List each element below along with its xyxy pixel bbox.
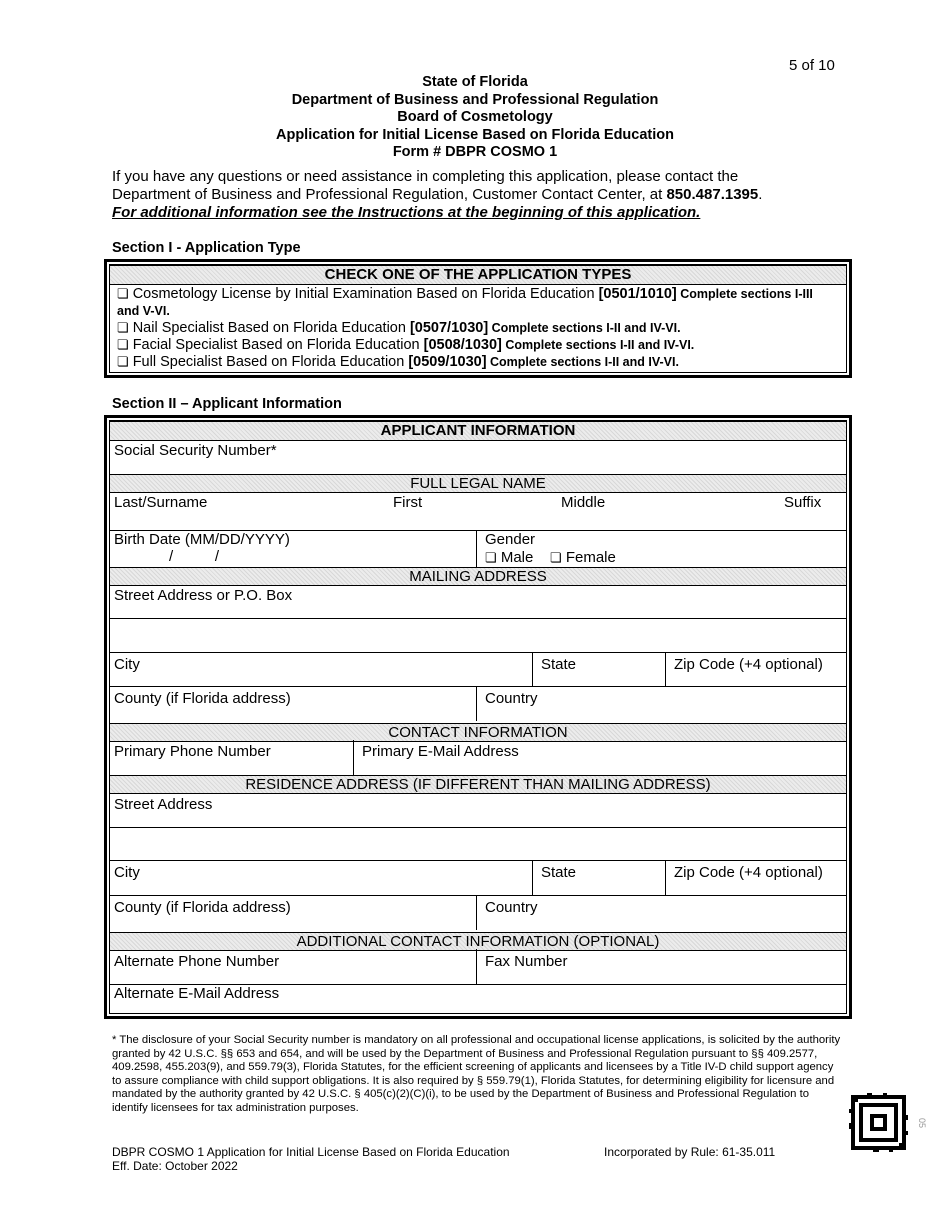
primary-phone-field[interactable] [110,741,353,775]
header-state: State of Florida [422,74,528,90]
middle-name-label: Middle [561,494,606,511]
intro-paragraph [112,168,812,222]
mailing-state-field[interactable] [533,653,665,686]
ssn-disclosure-footnote: * The disclosure of your Social Security number is mandatory on all professional and occupational license applications, is solicited by the authority granted by 42 U.S.C. §§ 653 and 654, and will be used by the Department of Business and Professional Regulation pursuant to §§ 409.2577, 409.2598, 455.203(9), and 559.79(3), Florida Statutes, for the efficient screening of applicants and licensees by a Title IV-D child support agency to assure compliance with child support obligations. It is also required by § 559.79(1), Florida Statutes, for determining eligibility for licensure and mandated by the authority granted by 42 U.S.C. § 405(c)(2)(C)(i), to be used by the Department of Business and Professional Regulation to identify licensees for tax administration purposes. [112,1034,841,1114]
checkbox-icon[interactable]: ❏ [485,550,497,565]
header-form-number: Form # DBPR COSMO 1 [392,144,558,160]
mailing-zip-label: Zip Code (+4 optional) [674,656,823,673]
ssn-field[interactable] [110,440,846,473]
footer-eff-date: Eff. Date: October 2022 [112,1159,238,1173]
residence-street-label: Street Address [114,796,213,813]
residence-zip-field[interactable] [666,861,846,895]
full-legal-name-header: FULL LEGAL NAME [110,474,846,493]
birth-date-field[interactable] [110,531,476,567]
option-note: Complete sections I-III and V-VI. [117,287,813,318]
alt-email-label: Alternate E-Mail Address [114,985,280,1002]
intro-text: If you have any questions or need assistance in completing this application, please contact the Department of Business and Professional Regulation, Customer Contact Center, at [112,168,739,203]
mailing-address-header: MAILING ADDRESS [110,567,846,586]
residence-county-label: County (if Florida address) [114,899,291,916]
option-text: Facial Specialist Based on Florida Education [132,337,424,353]
residence-address-header: RESIDENCE ADDRESS (IF DIFFERENT THAN MAILING ADDRESS) [110,775,846,794]
option-note: Complete sections I-II and IV-VI. [501,338,695,352]
gender-label: Gender [485,531,536,548]
contact-info-header: CONTACT INFORMATION [110,723,846,742]
residence-country-field[interactable] [477,896,846,930]
primary-phone-label: Primary Phone Number [114,743,271,760]
checkbox-icon[interactable]: ❏ [117,286,129,301]
applicant-info-box [104,415,852,1019]
residence-county-field[interactable] [110,896,476,930]
footer-form-title: DBPR COSMO 1 Application for Initial License Based on Florida Education [112,1145,510,1159]
instructions-note: For additional information see the Instructions at the beginning of this application. [112,204,701,221]
additional-contact-header: ADDITIONAL CONTACT INFORMATION (OPTIONAL) [110,932,846,951]
option-code: [0509/1030] [408,354,487,370]
qr-code-icon [849,1093,908,1152]
residence-state-label: State [541,864,577,881]
residence-country-label: Country [485,899,538,916]
mailing-zip-field[interactable] [666,653,846,686]
option-note: Complete sections I-II and IV-VI. [488,321,681,335]
gender-female-option[interactable] [550,549,616,566]
suffix-label: Suffix [784,494,822,511]
option-facial-specialist[interactable] [117,336,847,354]
mailing-county-field[interactable] [110,687,476,721]
header-application-title: Application for Initial License Based on Florida Education [276,126,674,143]
checkbox-icon[interactable]: ❏ [117,354,129,369]
page-number: 5 of 10 [789,57,835,74]
option-code: [0508/1030] [423,337,502,353]
fax-label: Fax Number [485,953,568,970]
first-name-label: First [393,494,423,511]
checkbox-icon[interactable]: ❏ [117,320,129,335]
section2-title: Section II – Applicant Information [112,396,342,412]
contact-phone: 850.487.1395 [666,186,759,203]
residence-state-field[interactable] [533,861,665,895]
footer-rule: Incorporated by Rule: 61-35.011 [604,1145,776,1159]
intro-period: . [758,186,763,203]
mailing-country-field[interactable] [477,687,846,721]
alt-phone-label: Alternate Phone Number [114,953,280,970]
residence-city-label: City [114,864,140,881]
mailing-city-label: City [114,656,140,673]
residence-zip-label: Zip Code (+4 optional) [674,864,823,881]
option-text: Full Specialist Based on Florida Education [132,354,409,370]
ssn-label: Social Security Number* [114,442,277,459]
qr-id-label: 05 [917,1117,928,1129]
gender-male-option[interactable] [485,549,533,566]
mailing-state-label: State [541,656,577,673]
option-cosmetology[interactable] [117,285,817,320]
mailing-county-label: County (if Florida address) [114,690,291,707]
alt-phone-field[interactable] [110,950,476,983]
form-header [0,74,950,162]
male-label: Male [500,549,534,566]
checkbox-icon[interactable]: ❏ [550,550,562,565]
full-name-field[interactable] [110,492,846,530]
birth-date-slashes: / / [169,548,220,565]
female-label: Female [565,549,616,566]
alt-email-field[interactable] [110,985,846,1013]
checkbox-icon[interactable]: ❏ [117,337,129,352]
application-type-box [104,259,852,378]
section1-title: Section I - Application Type [112,240,301,256]
option-code: [0507/1030] [409,320,489,336]
application-type-header: CHECK ONE OF THE APPLICATION TYPES [110,265,846,285]
birth-date-label: Birth Date (MM/DD/YYYY) [114,531,290,548]
option-code: [0501/1010] [598,286,677,302]
residence-city-field[interactable] [110,861,532,895]
primary-email-label: Primary E-Mail Address [362,743,519,760]
header-department: Department of Business and Professional Regulation [291,91,659,108]
option-text: Nail Specialist Based on Florida Education [132,320,410,336]
option-full-specialist[interactable] [117,353,847,371]
header-board: Board of Cosmetology [397,109,553,125]
mailing-city-field[interactable] [110,653,532,686]
option-nail-specialist[interactable] [117,319,847,337]
applicant-info-header: APPLICANT INFORMATION [110,421,846,441]
last-name-label: Last/Surname [114,494,208,511]
mailing-street-label: Street Address or P.O. Box [114,587,293,604]
option-note: Complete sections I-II and IV-VI. [486,355,679,369]
mailing-country-label: Country [485,690,538,707]
option-text: Cosmetology License by Initial Examination Based on Florida Education [132,286,599,302]
primary-email-field[interactable] [354,741,846,775]
fax-field[interactable] [477,950,846,983]
